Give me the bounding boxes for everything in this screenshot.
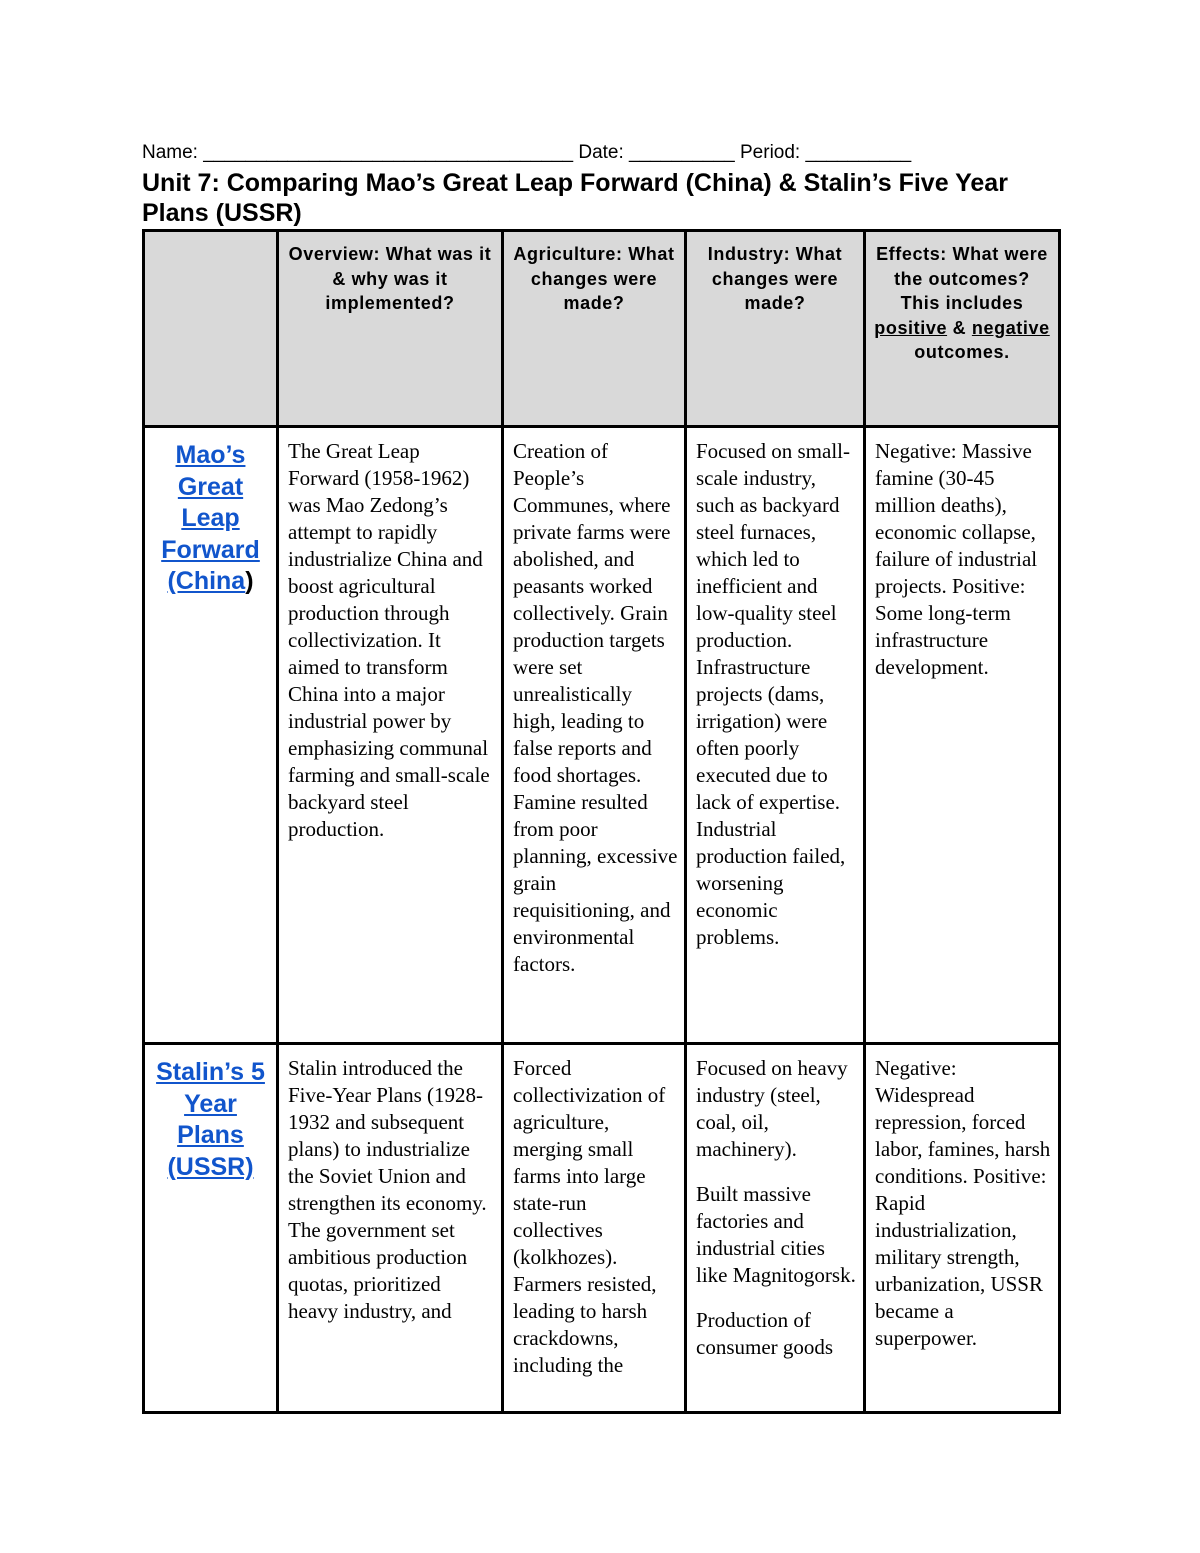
header-effects [865,231,1060,427]
row-label-stalin [144,1044,278,1413]
stalin-industry-text-1: Focused on heavy industry (steel, coal, oil, machinery). [696,1056,848,1161]
header-agriculture: Agriculture: What changes were made? [503,231,686,427]
mao-overview-cell [278,427,503,1044]
stalin-agriculture-text: Forced collectivization of agriculture, merging small farms into large state-run collectives (kolkhozes). Farmers resisted, leading to harsh crackdowns, including the [513,1056,666,1377]
table-row-stalin [144,1044,1060,1413]
stalin-industry-cell [686,1044,865,1413]
mao-agriculture-text: Creation of People’s Communes, where private farms were abolished, and peasants worked collectively. Grain production targets were set unrealistically high, leading to false reports and food shortages. Famine resulted from poor planning, excessive grain requisitioning, and environmental factors. [513,439,678,976]
header-effects-text-b: outcomes. [914,342,1010,362]
header-effects-text-a: Effects: What were the outcomes? This includes [876,244,1048,313]
stalin-overview-cell [278,1044,503,1413]
stalin-effects-cell [865,1044,1060,1413]
stalin-industry-text-3: Production of consumer goods [696,1308,834,1359]
mao-overview-text: The Great Leap Forward (1958-1962) was Mao Zedong’s attempt to rapidly industrialize China and boost agricultural production through collectivization. It aimed to transform China into a major industrial power by emphasizing communal farming and small-scale backyard steel production. [288,439,490,841]
mao-agriculture-cell [503,427,686,1044]
mao-industry-text: Focused on small-scale industry, such as backyard steel furnaces, which led to inefficient and low-quality steel production. Infrastructure projects (dams, irrigation) were often poorly executed due to lack of expertise. Industrial production failed, worsening economic problems. [696,439,850,949]
row-label-mao [144,427,278,1044]
mao-great-leap-link[interactable]: Mao’s Great Leap Forward (China [161,441,260,595]
mao-effects-text: Negative: Massive famine (30-45 million deaths), economic collapse, failure of industrial projects. Positive: Some long-term infrastructure development. [875,439,1038,679]
stalin-overview-text: Stalin introduced the Five-Year Plans (1928-1932 and subsequent plans) to industrialize the Soviet Union and strengthen its economy. The government set ambitious production quotas, prioritized heavy industry, and [288,1056,487,1323]
stalin-industry-text-2: Built massive factories and industrial cities like Magnitogorsk. [696,1182,856,1287]
header-overview: Overview: What was it & why was it implemented? [278,231,503,427]
mao-label-tail: ) [245,567,254,595]
worksheet-header [142,140,1058,228]
stalin-agriculture-cell [503,1044,686,1413]
comparison-table [142,229,1061,1414]
page-title: Unit 7: Comparing Mao’s Great Leap Forward (China) & Stalin’s Five Year Plans (USSR) [142,169,1008,227]
header-effects-amp: & [947,317,972,338]
stalin-effects-text: Negative: Widespread repression, forced labor, famines, harsh conditions. Positive: Rapid industrialization, military strength, urbanization, USSR became a superpower. [875,1056,1051,1350]
header-industry: Industry: What changes were made? [686,231,865,427]
table-row-mao [144,427,1060,1044]
header-effects-negative: negative [971,317,1050,338]
table-header-row [144,231,1060,427]
mao-industry-cell [686,427,865,1044]
mao-effects-cell [865,427,1060,1044]
stalin-five-year-plans-link[interactable]: Stalin’s 5 Year Plans (USSR) [156,1058,265,1181]
header-blank-cell [144,231,278,427]
header-effects-positive: positive [874,317,948,338]
name-date-period-line: Name: ___________________________________ Date: __________ Period: __________ [142,142,912,163]
